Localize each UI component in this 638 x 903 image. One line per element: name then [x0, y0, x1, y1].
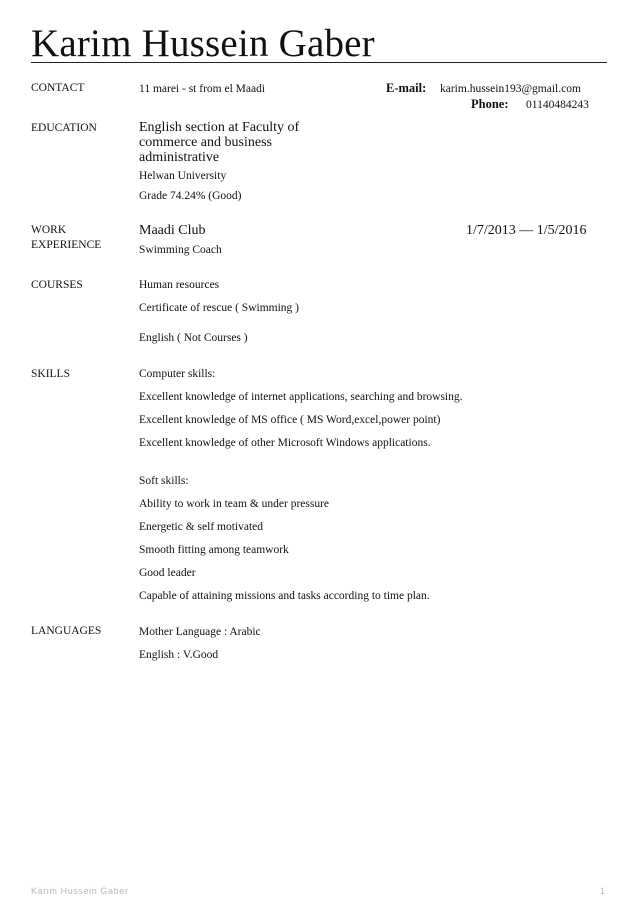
languages-section-label: LANGUAGES [31, 625, 102, 637]
contact-address: 11 marei - st from el Maadi [139, 83, 266, 95]
computer-skills-heading: Computer skills: [139, 368, 216, 380]
education-section-label: EDUCATION [31, 122, 97, 134]
soft-skill-item: Smooth fitting among teamwork [139, 544, 289, 556]
work-dates: 1/7/2013 — 1/5/2016 [466, 223, 587, 238]
education-degree-line-1: English section at Faculty of [139, 120, 300, 135]
footer-name: Karim Hussein Gaber [31, 886, 129, 896]
courses-section-label: COURSES [31, 279, 83, 291]
education-university: Helwan University [139, 170, 227, 182]
soft-skills-heading: Soft skills: [139, 475, 189, 487]
soft-skill-item: Ability to work in team & under pressure [139, 498, 330, 510]
contact-section-label: CONTACT [31, 82, 85, 94]
computer-skill-item: Excellent knowledge of other Microsoft Windows applications. [139, 437, 431, 449]
education-degree-line-2: commerce and business [139, 135, 272, 150]
computer-skill-item: Excellent knowledge of MS office ( MS Word,excel,power point) [139, 414, 441, 426]
footer-page-number: 1 [600, 886, 606, 896]
education-grade: Grade 74.24% (Good) [139, 190, 242, 202]
soft-skill-item: Good leader [139, 567, 196, 579]
education-degree-line-3: administrative [139, 150, 220, 165]
course-item: Certificate of rescue ( Swimming ) [139, 302, 299, 314]
work-employer: Maadi Club [139, 223, 206, 238]
language-item: English : V.Good [139, 649, 219, 661]
email-value: karim.hussein193@gmail.com [440, 83, 581, 95]
language-item: Mother Language : Arabic [139, 626, 261, 638]
computer-skill-item: Excellent knowledge of internet applications, searching and browsing. [139, 391, 463, 403]
course-item: Human resources [139, 279, 220, 291]
work-section-label-line-2: EXPERIENCE [31, 239, 102, 251]
email-label: E-mail: [386, 81, 427, 95]
candidate-name: Karim Hussein Gaber [31, 22, 375, 65]
header-divider [31, 62, 607, 63]
phone-label: Phone: [471, 97, 509, 111]
skills-section-label: SKILLS [31, 368, 70, 380]
work-role: Swimming Coach [139, 244, 222, 256]
phone-value: 01140484243 [526, 99, 589, 111]
soft-skill-item: Energetic & self motivated [139, 521, 264, 533]
course-item: English ( Not Courses ) [139, 332, 248, 344]
work-section-label-line-1: WORK [31, 224, 67, 236]
soft-skill-item: Capable of attaining missions and tasks according to time plan. [139, 590, 430, 602]
